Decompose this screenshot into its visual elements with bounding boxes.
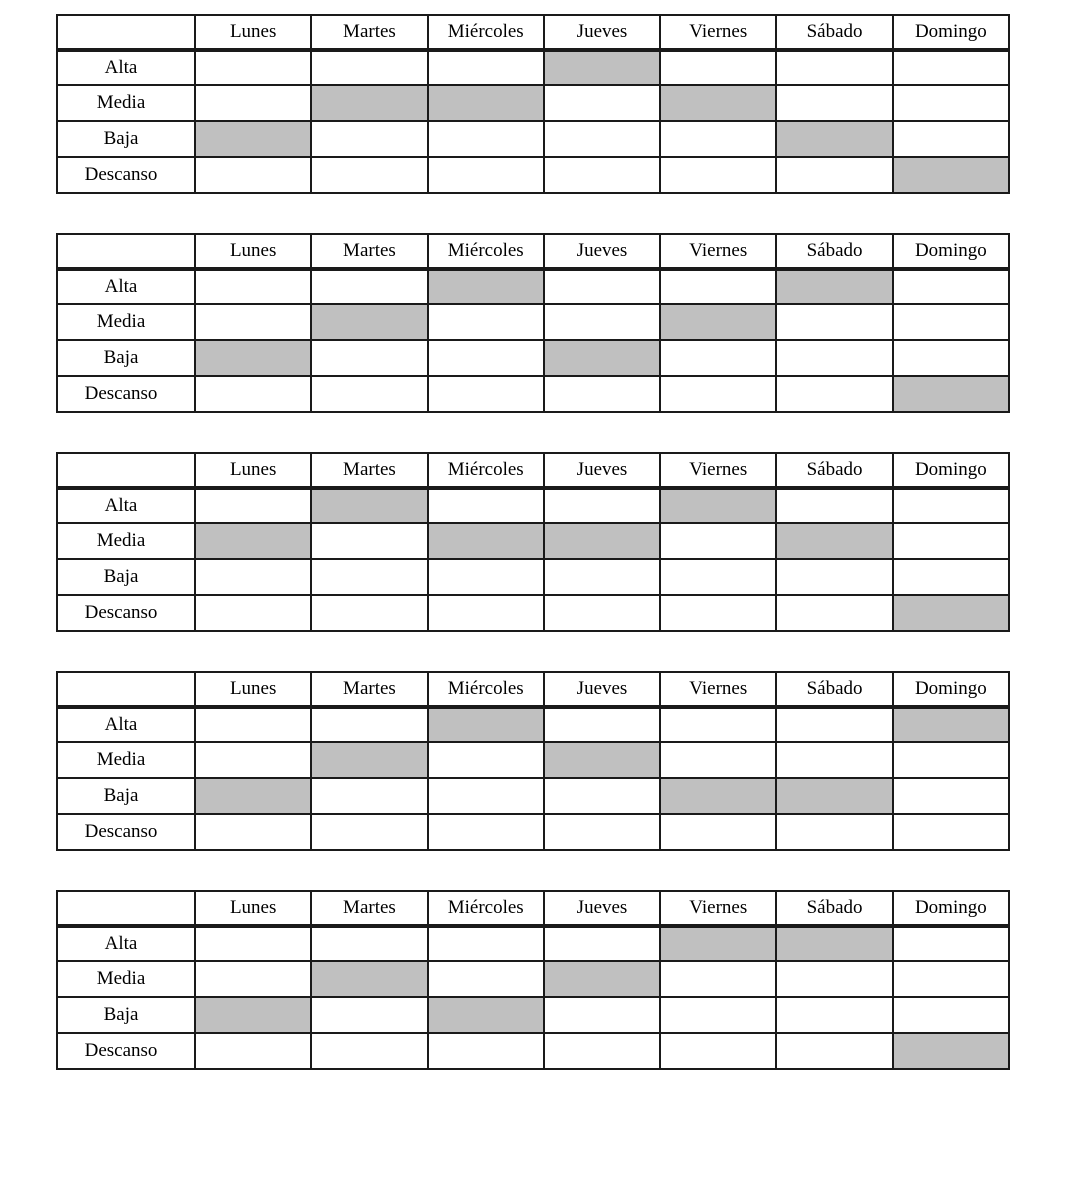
- schedule-cell-empty[interactable]: [312, 998, 428, 1034]
- schedule-cell-filled[interactable]: [894, 1034, 1010, 1070]
- table-row: [56, 743, 1010, 779]
- schedule-cell-filled[interactable]: [312, 86, 428, 122]
- schedule-cell-empty[interactable]: [196, 305, 312, 341]
- schedule-cell-empty[interactable]: [429, 158, 545, 194]
- schedule-cell-empty[interactable]: [545, 305, 661, 341]
- corner-cell: [56, 233, 196, 269]
- schedule-table: [56, 14, 1010, 194]
- table-row: [56, 560, 1010, 596]
- schedule-cell-empty[interactable]: [777, 560, 893, 596]
- schedule-cell-empty[interactable]: [196, 743, 312, 779]
- schedule-cell-empty[interactable]: [196, 158, 312, 194]
- day-column-header: Viernes: [661, 14, 777, 50]
- day-column-header: Domingo: [894, 233, 1010, 269]
- schedule-cell-empty[interactable]: [196, 86, 312, 122]
- table-header-row: [56, 890, 1010, 926]
- table-row: [56, 1034, 1010, 1070]
- schedule-cell-empty[interactable]: [661, 815, 777, 851]
- schedule-cell-empty[interactable]: [545, 86, 661, 122]
- schedule-cell-empty[interactable]: [196, 1034, 312, 1070]
- schedule-cell-empty[interactable]: [545, 488, 661, 524]
- schedule-cell-empty[interactable]: [429, 305, 545, 341]
- row-label: Descanso: [56, 815, 196, 851]
- day-column-header: Lunes: [196, 890, 312, 926]
- schedule-cell-empty[interactable]: [196, 488, 312, 524]
- row-label: Alta: [56, 488, 196, 524]
- schedule-cell-filled[interactable]: [777, 779, 893, 815]
- schedule-cell-empty[interactable]: [429, 122, 545, 158]
- row-label: Alta: [56, 707, 196, 743]
- corner-cell: [56, 890, 196, 926]
- schedule-table: [56, 890, 1010, 1070]
- schedule-cell-filled[interactable]: [312, 743, 428, 779]
- day-column-header: Sábado: [777, 890, 893, 926]
- row-label: Media: [56, 743, 196, 779]
- schedule-cell-empty[interactable]: [894, 779, 1010, 815]
- schedule-cell-empty[interactable]: [894, 122, 1010, 158]
- table-row: [56, 86, 1010, 122]
- schedule-cell-empty[interactable]: [894, 962, 1010, 998]
- schedule-cell-filled[interactable]: [545, 341, 661, 377]
- schedule-cell-empty[interactable]: [661, 998, 777, 1034]
- row-label: Media: [56, 524, 196, 560]
- corner-cell: [56, 671, 196, 707]
- schedule-cell-empty[interactable]: [196, 962, 312, 998]
- row-label: Alta: [56, 50, 196, 86]
- schedule-cell-empty[interactable]: [429, 341, 545, 377]
- row-label: Alta: [56, 926, 196, 962]
- schedule-cell-empty[interactable]: [312, 377, 428, 413]
- schedule-cell-filled[interactable]: [196, 998, 312, 1034]
- day-column-header: Sábado: [777, 14, 893, 50]
- schedule-cell-empty[interactable]: [196, 50, 312, 86]
- day-column-header: Martes: [312, 890, 428, 926]
- schedule-cell-empty[interactable]: [545, 926, 661, 962]
- schedule-cell-empty[interactable]: [661, 269, 777, 305]
- row-label: Baja: [56, 998, 196, 1034]
- day-column-header: Viernes: [661, 671, 777, 707]
- day-column-header: Domingo: [894, 14, 1010, 50]
- day-column-header: Martes: [312, 14, 428, 50]
- schedule-cell-empty[interactable]: [429, 560, 545, 596]
- schedule-cell-empty[interactable]: [545, 158, 661, 194]
- table-row: [56, 122, 1010, 158]
- schedule-cell-empty[interactable]: [777, 305, 893, 341]
- schedule-cell-filled[interactable]: [777, 524, 893, 560]
- schedule-cell-empty[interactable]: [661, 962, 777, 998]
- schedule-cell-empty[interactable]: [429, 779, 545, 815]
- schedule-table: [56, 452, 1010, 632]
- schedule-cell-empty[interactable]: [429, 377, 545, 413]
- schedule-cell-empty[interactable]: [777, 377, 893, 413]
- day-column-header: Domingo: [894, 452, 1010, 488]
- schedule-cell-empty[interactable]: [545, 998, 661, 1034]
- day-column-header: Miércoles: [429, 233, 545, 269]
- schedule-cell-empty[interactable]: [545, 377, 661, 413]
- schedule-cell-empty[interactable]: [312, 560, 428, 596]
- schedule-cell-filled[interactable]: [894, 377, 1010, 413]
- schedule-cell-empty[interactable]: [429, 962, 545, 998]
- day-column-header: Martes: [312, 671, 428, 707]
- schedule-cell-filled[interactable]: [429, 269, 545, 305]
- table-row: [56, 488, 1010, 524]
- day-column-header: Miércoles: [429, 671, 545, 707]
- schedule-cell-filled[interactable]: [661, 488, 777, 524]
- schedule-cell-empty[interactable]: [777, 1034, 893, 1070]
- table-row: [56, 158, 1010, 194]
- schedule-cell-empty[interactable]: [196, 926, 312, 962]
- schedule-cell-filled[interactable]: [545, 524, 661, 560]
- schedule-cell-empty[interactable]: [894, 524, 1010, 560]
- day-column-header: Miércoles: [429, 452, 545, 488]
- schedule-cell-empty[interactable]: [777, 158, 893, 194]
- schedule-cell-filled[interactable]: [429, 998, 545, 1034]
- day-column-header: Martes: [312, 452, 428, 488]
- table-row: [56, 341, 1010, 377]
- table-header-row: [56, 233, 1010, 269]
- schedule-cell-empty[interactable]: [429, 815, 545, 851]
- table-row: [56, 815, 1010, 851]
- schedule-cell-empty[interactable]: [661, 377, 777, 413]
- schedule-cell-empty[interactable]: [312, 158, 428, 194]
- day-column-header: Miércoles: [429, 14, 545, 50]
- schedule-cell-empty[interactable]: [661, 341, 777, 377]
- schedule-cell-filled[interactable]: [894, 596, 1010, 632]
- schedule-cell-empty[interactable]: [661, 560, 777, 596]
- schedule-cell-empty[interactable]: [777, 488, 893, 524]
- schedule-cell-empty[interactable]: [545, 815, 661, 851]
- schedule-cell-filled[interactable]: [545, 743, 661, 779]
- day-column-header: Viernes: [661, 452, 777, 488]
- schedule-cell-empty[interactable]: [894, 341, 1010, 377]
- schedule-cell-empty[interactable]: [894, 926, 1010, 962]
- schedule-cell-filled[interactable]: [777, 926, 893, 962]
- schedule-cell-empty[interactable]: [777, 707, 893, 743]
- schedule-cell-empty[interactable]: [545, 1034, 661, 1070]
- schedule-cell-filled[interactable]: [196, 122, 312, 158]
- row-label: Media: [56, 305, 196, 341]
- day-column-header: Sábado: [777, 671, 893, 707]
- day-column-header: Sábado: [777, 452, 893, 488]
- schedule-cell-empty[interactable]: [894, 269, 1010, 305]
- row-label: Baja: [56, 341, 196, 377]
- schedule-cell-empty[interactable]: [312, 596, 428, 632]
- schedule-cell-empty[interactable]: [661, 158, 777, 194]
- table-header-row: [56, 671, 1010, 707]
- schedule-cell-empty[interactable]: [661, 122, 777, 158]
- schedule-cell-empty[interactable]: [312, 926, 428, 962]
- day-column-header: Lunes: [196, 452, 312, 488]
- day-column-header: Domingo: [894, 890, 1010, 926]
- schedule-cell-empty[interactable]: [545, 269, 661, 305]
- schedule-cell-empty[interactable]: [196, 815, 312, 851]
- day-column-header: Jueves: [545, 452, 661, 488]
- schedule-cell-filled[interactable]: [894, 707, 1010, 743]
- row-label: Alta: [56, 269, 196, 305]
- schedule-cell-filled[interactable]: [429, 524, 545, 560]
- schedule-cell-empty[interactable]: [894, 50, 1010, 86]
- schedule-cell-empty[interactable]: [312, 269, 428, 305]
- schedule-cell-filled[interactable]: [429, 707, 545, 743]
- table-row: [56, 779, 1010, 815]
- row-label: Descanso: [56, 377, 196, 413]
- schedule-cell-empty[interactable]: [661, 50, 777, 86]
- table-row: [56, 707, 1010, 743]
- schedule-cell-empty[interactable]: [196, 596, 312, 632]
- schedule-cell-empty[interactable]: [894, 743, 1010, 779]
- schedule-cell-filled[interactable]: [777, 269, 893, 305]
- schedule-cell-empty[interactable]: [894, 815, 1010, 851]
- schedule-cell-empty[interactable]: [429, 488, 545, 524]
- row-label: Media: [56, 962, 196, 998]
- schedule-cell-empty[interactable]: [777, 998, 893, 1034]
- schedule-cell-empty[interactable]: [196, 707, 312, 743]
- row-label: Baja: [56, 560, 196, 596]
- day-column-header: Jueves: [545, 671, 661, 707]
- table-row: [56, 998, 1010, 1034]
- schedule-cell-empty[interactable]: [661, 707, 777, 743]
- row-label: Descanso: [56, 158, 196, 194]
- row-label: Descanso: [56, 1034, 196, 1070]
- day-column-header: Sábado: [777, 233, 893, 269]
- schedule-cell-empty[interactable]: [661, 743, 777, 779]
- schedule-cell-filled[interactable]: [429, 86, 545, 122]
- schedule-cell-empty[interactable]: [429, 1034, 545, 1070]
- schedule-cell-empty[interactable]: [545, 122, 661, 158]
- schedule-cell-filled[interactable]: [777, 122, 893, 158]
- schedule-cell-empty[interactable]: [312, 122, 428, 158]
- schedule-cell-filled[interactable]: [545, 50, 661, 86]
- day-column-header: Martes: [312, 233, 428, 269]
- table-row: [56, 926, 1010, 962]
- schedule-table: [56, 233, 1010, 413]
- schedule-cell-empty[interactable]: [196, 377, 312, 413]
- schedule-cell-empty[interactable]: [661, 1034, 777, 1070]
- schedule-table: [56, 671, 1010, 851]
- schedule-cell-empty[interactable]: [545, 596, 661, 632]
- day-column-header: Viernes: [661, 233, 777, 269]
- schedule-cell-empty[interactable]: [777, 341, 893, 377]
- day-column-header: Viernes: [661, 890, 777, 926]
- schedule-cell-empty[interactable]: [429, 926, 545, 962]
- schedule-cell-empty[interactable]: [661, 596, 777, 632]
- schedule-cell-empty[interactable]: [312, 341, 428, 377]
- row-label: Baja: [56, 122, 196, 158]
- schedule-cell-filled[interactable]: [894, 158, 1010, 194]
- corner-cell: [56, 452, 196, 488]
- schedule-cell-filled[interactable]: [661, 779, 777, 815]
- schedule-cell-empty[interactable]: [196, 269, 312, 305]
- schedule-cell-filled[interactable]: [312, 488, 428, 524]
- schedule-cell-filled[interactable]: [312, 962, 428, 998]
- schedule-cell-filled[interactable]: [312, 305, 428, 341]
- corner-cell: [56, 14, 196, 50]
- schedule-cell-empty[interactable]: [545, 779, 661, 815]
- schedule-cell-empty[interactable]: [429, 743, 545, 779]
- table-row: [56, 269, 1010, 305]
- day-column-header: Jueves: [545, 890, 661, 926]
- day-column-header: Miércoles: [429, 890, 545, 926]
- schedule-cell-filled[interactable]: [661, 305, 777, 341]
- day-column-header: Jueves: [545, 14, 661, 50]
- schedule-cell-empty[interactable]: [777, 815, 893, 851]
- table-row: [56, 50, 1010, 86]
- day-column-header: Domingo: [894, 671, 1010, 707]
- day-column-header: Lunes: [196, 233, 312, 269]
- schedule-cell-empty[interactable]: [429, 596, 545, 632]
- schedule-cell-empty[interactable]: [661, 524, 777, 560]
- day-column-header: Lunes: [196, 671, 312, 707]
- schedule-cell-empty[interactable]: [894, 305, 1010, 341]
- schedule-cell-empty[interactable]: [312, 524, 428, 560]
- schedule-cell-empty[interactable]: [894, 560, 1010, 596]
- schedule-cell-empty[interactable]: [429, 50, 545, 86]
- schedule-cell-empty[interactable]: [777, 596, 893, 632]
- schedule-cell-filled[interactable]: [196, 341, 312, 377]
- schedule-cell-empty[interactable]: [777, 743, 893, 779]
- table-header-row: [56, 14, 1010, 50]
- schedule-cell-empty[interactable]: [777, 86, 893, 122]
- table-row: [56, 962, 1010, 998]
- schedule-cell-empty[interactable]: [777, 50, 893, 86]
- row-label: Descanso: [56, 596, 196, 632]
- schedule-cell-filled[interactable]: [661, 86, 777, 122]
- schedule-cell-empty[interactable]: [545, 707, 661, 743]
- schedule-cell-empty[interactable]: [894, 488, 1010, 524]
- schedule-cell-empty[interactable]: [312, 50, 428, 86]
- schedule-cell-filled[interactable]: [661, 926, 777, 962]
- row-label: Media: [56, 86, 196, 122]
- schedule-cell-filled[interactable]: [196, 524, 312, 560]
- table-header-row: [56, 452, 1010, 488]
- schedule-cell-filled[interactable]: [545, 962, 661, 998]
- day-column-header: Lunes: [196, 14, 312, 50]
- schedule-cell-empty[interactable]: [312, 707, 428, 743]
- table-row: [56, 377, 1010, 413]
- day-column-header: Jueves: [545, 233, 661, 269]
- schedule-cell-empty[interactable]: [312, 1034, 428, 1070]
- schedule-cell-empty[interactable]: [196, 560, 312, 596]
- schedule-cell-empty[interactable]: [312, 815, 428, 851]
- table-row: [56, 305, 1010, 341]
- schedule-cell-empty[interactable]: [312, 779, 428, 815]
- schedule-cell-empty[interactable]: [777, 962, 893, 998]
- schedule-cell-filled[interactable]: [196, 779, 312, 815]
- table-row: [56, 524, 1010, 560]
- row-label: Baja: [56, 779, 196, 815]
- table-row: [56, 596, 1010, 632]
- schedule-cell-empty[interactable]: [894, 998, 1010, 1034]
- schedule-cell-empty[interactable]: [894, 86, 1010, 122]
- schedule-cell-empty[interactable]: [545, 560, 661, 596]
